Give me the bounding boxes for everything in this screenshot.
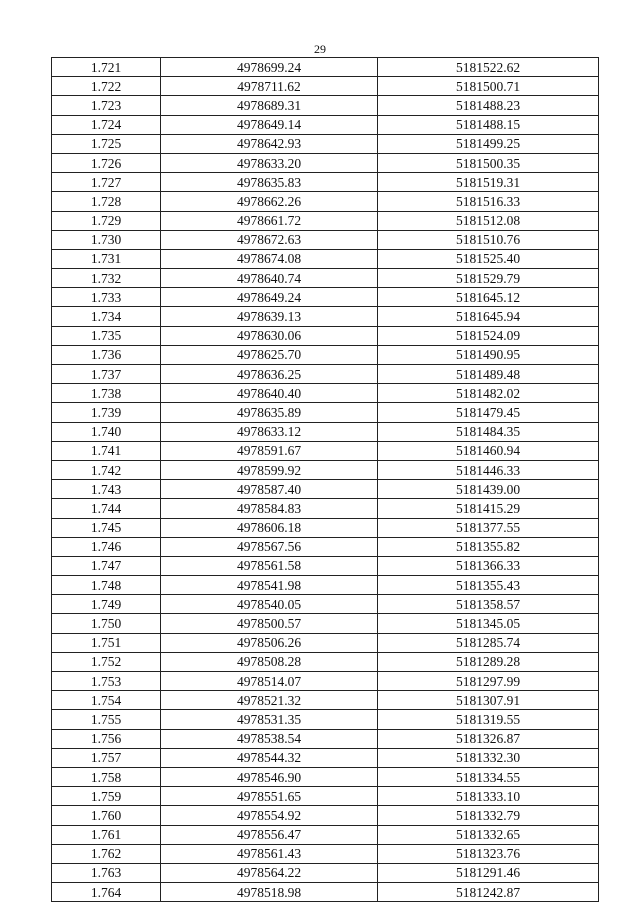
x-coordinate-cell: 4978635.89 [161, 403, 378, 422]
table-row [52, 365, 599, 384]
point-number-cell: 1.726 [52, 153, 161, 172]
table-row [52, 787, 599, 806]
table-row [52, 115, 599, 134]
point-number-cell: 1.721 [52, 58, 161, 77]
y-coordinate-cell: 5181522.62 [378, 58, 599, 77]
y-coordinate-cell: 5181332.79 [378, 806, 599, 825]
coordinates-table [51, 57, 599, 902]
point-number-cell: 1.735 [52, 326, 161, 345]
y-coordinate-cell: 5181326.87 [378, 729, 599, 748]
x-coordinate-cell: 4978541.98 [161, 576, 378, 595]
y-coordinate-cell: 5181291.46 [378, 863, 599, 882]
x-coordinate-cell: 4978599.92 [161, 460, 378, 479]
x-coordinate-cell: 4978556.47 [161, 825, 378, 844]
point-number-cell: 1.759 [52, 787, 161, 806]
point-number-cell: 1.723 [52, 96, 161, 115]
y-coordinate-cell: 5181482.02 [378, 384, 599, 403]
x-coordinate-cell: 4978567.56 [161, 537, 378, 556]
x-coordinate-cell: 4978521.32 [161, 691, 378, 710]
x-coordinate-cell: 4978649.14 [161, 115, 378, 134]
y-coordinate-cell: 5181289.28 [378, 652, 599, 671]
table-row [52, 77, 599, 96]
coordinates-table-body [52, 58, 599, 902]
point-number-cell: 1.727 [52, 173, 161, 192]
x-coordinate-cell: 4978538.54 [161, 729, 378, 748]
y-coordinate-cell: 5181439.00 [378, 480, 599, 499]
x-coordinate-cell: 4978630.06 [161, 326, 378, 345]
y-coordinate-cell: 5181524.09 [378, 326, 599, 345]
y-coordinate-cell: 5181285.74 [378, 633, 599, 652]
point-number-cell: 1.722 [52, 77, 161, 96]
point-number-cell: 1.746 [52, 537, 161, 556]
point-number-cell: 1.725 [52, 134, 161, 153]
y-coordinate-cell: 5181333.10 [378, 787, 599, 806]
x-coordinate-cell: 4978635.83 [161, 173, 378, 192]
y-coordinate-cell: 5181484.35 [378, 422, 599, 441]
x-coordinate-cell: 4978633.20 [161, 153, 378, 172]
y-coordinate-cell: 5181334.55 [378, 767, 599, 786]
y-coordinate-cell: 5181345.05 [378, 614, 599, 633]
x-coordinate-cell: 4978508.28 [161, 652, 378, 671]
table-row [52, 595, 599, 614]
x-coordinate-cell: 4978544.32 [161, 748, 378, 767]
y-coordinate-cell: 5181460.94 [378, 441, 599, 460]
point-number-cell: 1.724 [52, 115, 161, 134]
x-coordinate-cell: 4978561.43 [161, 844, 378, 863]
x-coordinate-cell: 4978551.65 [161, 787, 378, 806]
x-coordinate-cell: 4978689.31 [161, 96, 378, 115]
point-number-cell: 1.762 [52, 844, 161, 863]
x-coordinate-cell: 4978584.83 [161, 499, 378, 518]
table-row [52, 230, 599, 249]
point-number-cell: 1.740 [52, 422, 161, 441]
point-number-cell: 1.737 [52, 365, 161, 384]
table-row [52, 422, 599, 441]
point-number-cell: 1.736 [52, 345, 161, 364]
point-number-cell: 1.741 [52, 441, 161, 460]
y-coordinate-cell: 5181512.08 [378, 211, 599, 230]
table-row [52, 441, 599, 460]
table-row [52, 96, 599, 115]
table-row [52, 691, 599, 710]
y-coordinate-cell: 5181488.15 [378, 115, 599, 134]
y-coordinate-cell: 5181446.33 [378, 460, 599, 479]
point-number-cell: 1.757 [52, 748, 161, 767]
table-row [52, 249, 599, 268]
table-row [52, 403, 599, 422]
x-coordinate-cell: 4978625.70 [161, 345, 378, 364]
point-number-cell: 1.733 [52, 288, 161, 307]
x-coordinate-cell: 4978699.24 [161, 58, 378, 77]
x-coordinate-cell: 4978564.22 [161, 863, 378, 882]
x-coordinate-cell: 4978662.26 [161, 192, 378, 211]
x-coordinate-cell: 4978514.07 [161, 672, 378, 691]
y-coordinate-cell: 5181355.43 [378, 576, 599, 595]
table-row [52, 614, 599, 633]
y-coordinate-cell: 5181377.55 [378, 518, 599, 537]
y-coordinate-cell: 5181645.12 [378, 288, 599, 307]
table-row [52, 537, 599, 556]
x-coordinate-cell: 4978674.08 [161, 249, 378, 268]
point-number-cell: 1.739 [52, 403, 161, 422]
table-row [52, 806, 599, 825]
table-row [52, 307, 599, 326]
point-number-cell: 1.764 [52, 883, 161, 902]
table-row [52, 729, 599, 748]
point-number-cell: 1.763 [52, 863, 161, 882]
x-coordinate-cell: 4978561.58 [161, 556, 378, 575]
table-row [52, 863, 599, 882]
x-coordinate-cell: 4978640.40 [161, 384, 378, 403]
point-number-cell: 1.738 [52, 384, 161, 403]
x-coordinate-cell: 4978672.63 [161, 230, 378, 249]
point-number-cell: 1.761 [52, 825, 161, 844]
x-coordinate-cell: 4978546.90 [161, 767, 378, 786]
table-row [52, 134, 599, 153]
x-coordinate-cell: 4978500.57 [161, 614, 378, 633]
x-coordinate-cell: 4978711.62 [161, 77, 378, 96]
y-coordinate-cell: 5181332.30 [378, 748, 599, 767]
table-row [52, 633, 599, 652]
table-row [52, 460, 599, 479]
point-number-cell: 1.752 [52, 652, 161, 671]
point-number-cell: 1.731 [52, 249, 161, 268]
table-row [52, 345, 599, 364]
table-row [52, 576, 599, 595]
table-row [52, 844, 599, 863]
point-number-cell: 1.755 [52, 710, 161, 729]
y-coordinate-cell: 5181516.33 [378, 192, 599, 211]
table-row [52, 518, 599, 537]
y-coordinate-cell: 5181488.23 [378, 96, 599, 115]
y-coordinate-cell: 5181500.71 [378, 77, 599, 96]
y-coordinate-cell: 5181242.87 [378, 883, 599, 902]
point-number-cell: 1.729 [52, 211, 161, 230]
y-coordinate-cell: 5181415.29 [378, 499, 599, 518]
table-row [52, 153, 599, 172]
y-coordinate-cell: 5181332.65 [378, 825, 599, 844]
table-row [52, 883, 599, 902]
y-coordinate-cell: 5181510.76 [378, 230, 599, 249]
table-row [52, 767, 599, 786]
y-coordinate-cell: 5181307.91 [378, 691, 599, 710]
table-row [52, 58, 599, 77]
y-coordinate-cell: 5181355.82 [378, 537, 599, 556]
point-number-cell: 1.747 [52, 556, 161, 575]
point-number-cell: 1.753 [52, 672, 161, 691]
point-number-cell: 1.732 [52, 269, 161, 288]
point-number-cell: 1.754 [52, 691, 161, 710]
table-row [52, 825, 599, 844]
table-row [52, 748, 599, 767]
x-coordinate-cell: 4978518.98 [161, 883, 378, 902]
table-row [52, 288, 599, 307]
y-coordinate-cell: 5181645.94 [378, 307, 599, 326]
point-number-cell: 1.760 [52, 806, 161, 825]
table-row [52, 499, 599, 518]
table-row [52, 480, 599, 499]
point-number-cell: 1.756 [52, 729, 161, 748]
y-coordinate-cell: 5181525.40 [378, 249, 599, 268]
point-number-cell: 1.749 [52, 595, 161, 614]
point-number-cell: 1.734 [52, 307, 161, 326]
x-coordinate-cell: 4978540.05 [161, 595, 378, 614]
x-coordinate-cell: 4978661.72 [161, 211, 378, 230]
point-number-cell: 1.744 [52, 499, 161, 518]
x-coordinate-cell: 4978633.12 [161, 422, 378, 441]
point-number-cell: 1.742 [52, 460, 161, 479]
x-coordinate-cell: 4978640.74 [161, 269, 378, 288]
y-coordinate-cell: 5181500.35 [378, 153, 599, 172]
x-coordinate-cell: 4978606.18 [161, 518, 378, 537]
y-coordinate-cell: 5181479.45 [378, 403, 599, 422]
y-coordinate-cell: 5181490.95 [378, 345, 599, 364]
table-row [52, 326, 599, 345]
table-row [52, 384, 599, 403]
table-row [52, 710, 599, 729]
x-coordinate-cell: 4978506.26 [161, 633, 378, 652]
point-number-cell: 1.750 [52, 614, 161, 633]
y-coordinate-cell: 5181358.57 [378, 595, 599, 614]
y-coordinate-cell: 5181297.99 [378, 672, 599, 691]
table-row [52, 173, 599, 192]
x-coordinate-cell: 4978587.40 [161, 480, 378, 499]
point-number-cell: 1.751 [52, 633, 161, 652]
x-coordinate-cell: 4978531.35 [161, 710, 378, 729]
y-coordinate-cell: 5181323.76 [378, 844, 599, 863]
point-number-cell: 1.745 [52, 518, 161, 537]
y-coordinate-cell: 5181489.48 [378, 365, 599, 384]
x-coordinate-cell: 4978649.24 [161, 288, 378, 307]
table-row [52, 556, 599, 575]
y-coordinate-cell: 5181529.79 [378, 269, 599, 288]
y-coordinate-cell: 5181519.31 [378, 173, 599, 192]
table-row [52, 652, 599, 671]
x-coordinate-cell: 4978591.67 [161, 441, 378, 460]
y-coordinate-cell: 5181319.55 [378, 710, 599, 729]
table-row [52, 269, 599, 288]
point-number-cell: 1.748 [52, 576, 161, 595]
table-row [52, 192, 599, 211]
y-coordinate-cell: 5181366.33 [378, 556, 599, 575]
point-number-cell: 1.730 [52, 230, 161, 249]
table-row [52, 672, 599, 691]
x-coordinate-cell: 4978554.92 [161, 806, 378, 825]
y-coordinate-cell: 5181499.25 [378, 134, 599, 153]
x-coordinate-cell: 4978642.93 [161, 134, 378, 153]
page-number: 29 [314, 42, 326, 56]
x-coordinate-cell: 4978639.13 [161, 307, 378, 326]
x-coordinate-cell: 4978636.25 [161, 365, 378, 384]
point-number-cell: 1.728 [52, 192, 161, 211]
point-number-cell: 1.743 [52, 480, 161, 499]
table-row [52, 211, 599, 230]
point-number-cell: 1.758 [52, 767, 161, 786]
